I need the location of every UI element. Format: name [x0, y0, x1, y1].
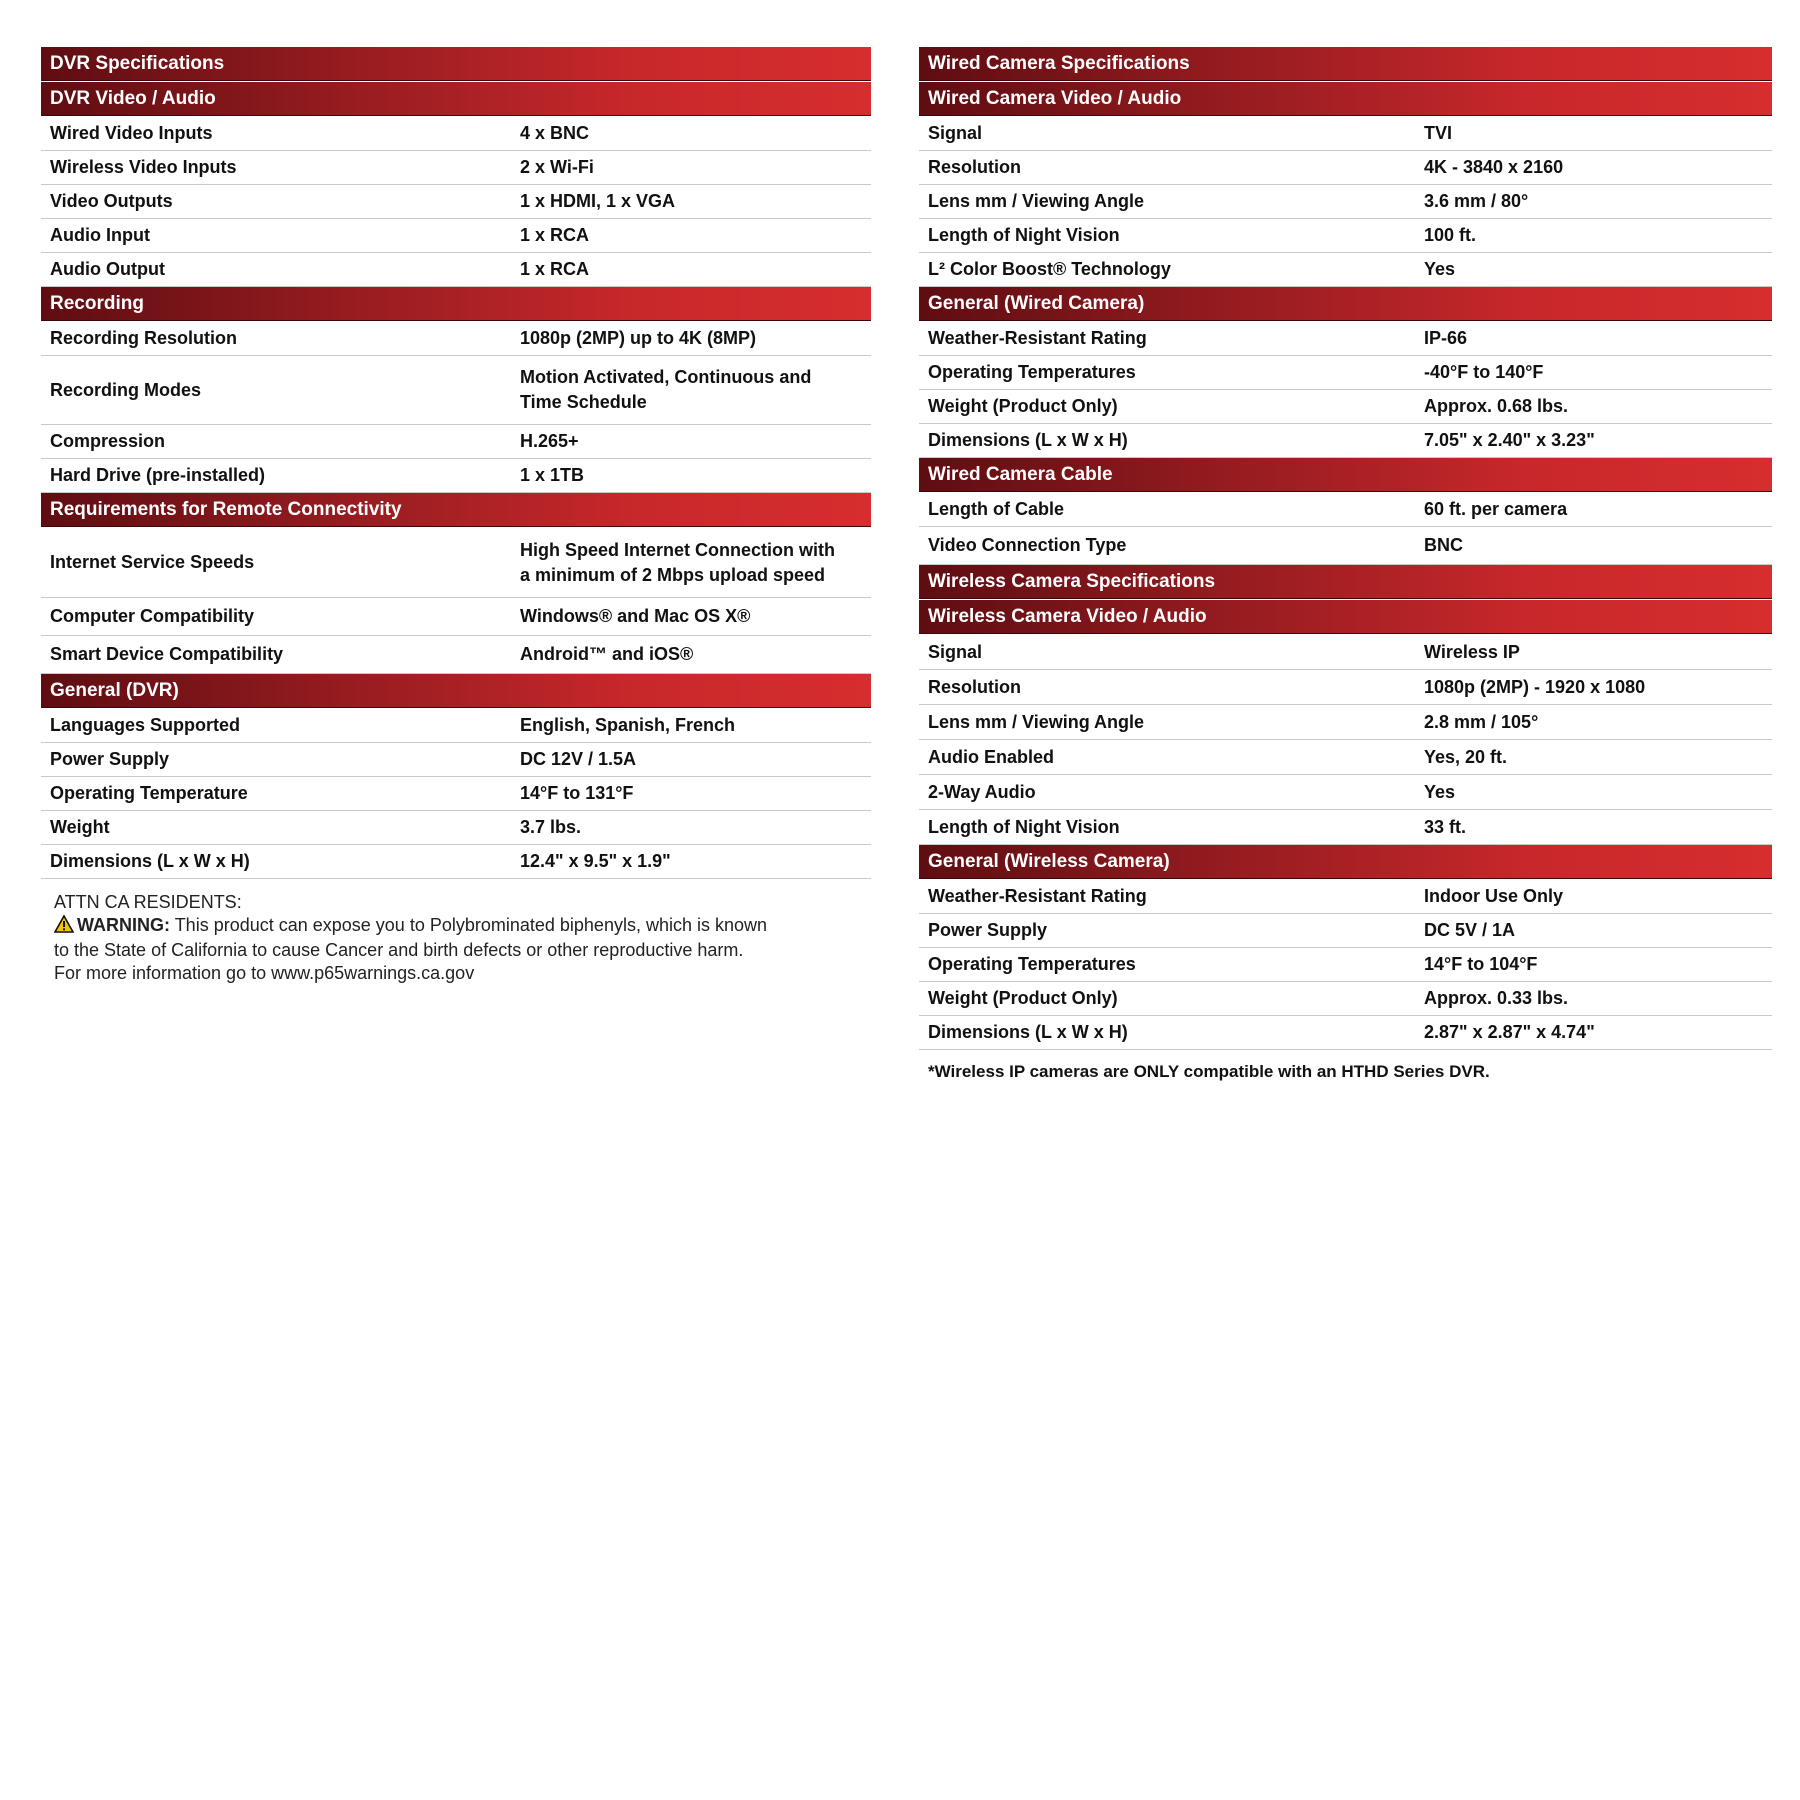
section-header-dvr-specifications: DVR Specifications — [41, 47, 871, 81]
spec-label: Recording Modes — [50, 379, 202, 400]
spec-value: English, Spanish, French — [520, 715, 736, 735]
spec-row — [919, 185, 1772, 219]
section-header-general-dvr: General (DVR) — [41, 674, 871, 708]
spec-value: 14°F to 131°F — [520, 783, 634, 803]
section-header-wired-camera-video-audio: Wired Camera Video / Audio — [919, 82, 1772, 116]
section-header-general-wireless-camera: General (Wireless Camera) — [919, 845, 1772, 879]
spec-row — [41, 777, 871, 811]
spec-row — [919, 390, 1772, 424]
spec-value: Yes — [1424, 259, 1456, 279]
spec-value: Yes, 20 ft. — [1424, 746, 1508, 767]
spec-value: Approx. 0.33 lbs. — [1424, 988, 1569, 1008]
spec-label: Lens mm / Viewing Angle — [928, 711, 1145, 732]
spec-row — [41, 253, 871, 287]
spec-row — [919, 705, 1772, 740]
warning-label: WARNING: — [77, 915, 170, 935]
spec-value: 60 ft. per camera — [1424, 499, 1568, 519]
spec-value — [520, 365, 811, 415]
spec-value: Approx. 0.68 lbs. — [1424, 396, 1569, 416]
spec-label: Languages Supported — [50, 715, 241, 735]
spec-label: Weight — [50, 817, 110, 837]
section-header-dvr-video-audio: DVR Video / Audio — [41, 82, 871, 116]
spec-row — [919, 982, 1772, 1016]
spec-label: Signal — [928, 641, 983, 662]
spec-value: 33 ft. — [1424, 816, 1467, 837]
spec-row — [41, 356, 871, 425]
spec-value: 1 x RCA — [520, 259, 590, 279]
spec-label: Audio Input — [50, 225, 150, 245]
warning-triangle-icon — [54, 915, 74, 939]
spec-row — [41, 425, 871, 459]
spec-label: Audio Enabled — [928, 746, 1054, 767]
spec-value: 3.7 lbs. — [520, 817, 582, 837]
spec-label: Smart Device Compatibility — [50, 644, 284, 664]
spec-label: Resolution — [928, 676, 1021, 697]
spec-label: Resolution — [928, 157, 1021, 177]
spec-row — [919, 527, 1772, 565]
spec-row — [919, 493, 1772, 527]
notice-warning-line — [54, 914, 871, 939]
spec-row — [919, 151, 1772, 185]
spec-row — [41, 528, 871, 598]
spec-row — [919, 635, 1772, 670]
spec-label: Video Outputs — [50, 191, 173, 211]
section-header-wired-camera-cable: Wired Camera Cable — [919, 458, 1772, 492]
spec-label: Wired Video Inputs — [50, 123, 213, 143]
spec-label: L² Color Boost® Technology — [928, 259, 1171, 279]
spec-label: Wireless Video Inputs — [50, 157, 237, 177]
spec-row — [41, 598, 871, 636]
spec-row — [919, 356, 1772, 390]
spec-row — [919, 424, 1772, 458]
spec-value-line: a minimum of 2 Mbps upload speed — [520, 564, 826, 585]
warning-text: This product can expose you to Polybrominated biphenyls, which is known — [174, 915, 768, 935]
dvr-spec-table — [41, 47, 871, 985]
spec-label: Weather-Resistant Rating — [928, 328, 1147, 348]
section-header-general-wired-camera: General (Wired Camera) — [919, 287, 1772, 321]
spec-value: DC 12V / 1.5A — [520, 749, 637, 769]
spec-value: 1 x 1TB — [520, 465, 585, 485]
spec-value: Windows® and Mac OS X® — [520, 606, 751, 626]
section-header-wireless-camera-specifications: Wireless Camera Specifications — [919, 565, 1772, 599]
camera-spec-table — [919, 47, 1772, 1082]
spec-label: Length of Night Vision — [928, 816, 1120, 837]
spec-value: Wireless IP — [1424, 641, 1520, 662]
notice-heading: ATTN CA RESIDENTS: — [54, 892, 242, 912]
spec-label: Compression — [50, 431, 166, 451]
section-header-recording: Recording — [41, 287, 871, 321]
spec-value: 14°F to 104°F — [1424, 954, 1538, 974]
prop65-notice — [41, 879, 871, 985]
spec-row — [919, 1016, 1772, 1050]
spec-value: 4 x BNC — [520, 123, 590, 143]
spec-value: Android™ and iOS® — [520, 644, 694, 664]
spec-label: Weight (Product Only) — [928, 396, 1118, 416]
section-header-wireless-camera-video-audio: Wireless Camera Video / Audio — [919, 600, 1772, 634]
spec-value: H.265+ — [520, 431, 579, 451]
spec-value — [520, 538, 835, 588]
spec-row — [919, 948, 1772, 982]
spec-row — [41, 845, 871, 879]
spec-row — [919, 880, 1772, 914]
spec-label: Power Supply — [50, 749, 170, 769]
spec-row — [41, 709, 871, 743]
spec-value: 2 x Wi-Fi — [520, 157, 594, 177]
spec-label: Signal — [928, 123, 983, 143]
spec-value: -40°F to 140°F — [1424, 362, 1544, 382]
spec-row — [919, 253, 1772, 287]
spec-value-line: Time Schedule — [520, 392, 647, 412]
spec-label: Hard Drive (pre-installed) — [50, 465, 266, 485]
footnote: *Wireless IP cameras are ONLY compatible with an HTHD Series DVR. — [928, 1062, 1490, 1081]
spec-label: Internet Service Speeds — [50, 552, 255, 572]
spec-label: Video Connection Type — [928, 535, 1127, 555]
spec-value: 3.6 mm / 80° — [1424, 191, 1529, 211]
spec-row — [41, 151, 871, 185]
spec-label: 2-Way Audio — [928, 781, 1036, 802]
spec-value-line: High Speed Internet Connection with — [520, 539, 835, 560]
spec-row — [41, 185, 871, 219]
spec-row — [41, 322, 871, 356]
spec-row — [41, 636, 871, 674]
notice-line: to the State of California to cause Cancer and birth defects or other reproductive harm. — [54, 940, 744, 960]
spec-row — [919, 322, 1772, 356]
spec-value: 2.8 mm / 105° — [1424, 711, 1539, 732]
section-header-remote-connectivity: Requirements for Remote Connectivity — [41, 493, 871, 527]
spec-label: Operating Temperatures — [928, 362, 1136, 382]
spec-row — [919, 117, 1772, 151]
spec-value: IP-66 — [1424, 328, 1468, 348]
spec-row — [919, 740, 1772, 775]
spec-label: Computer Compatibility — [50, 606, 255, 626]
spec-row — [919, 914, 1772, 948]
spec-label: Dimensions (L x W x H) — [928, 1022, 1128, 1042]
spec-row — [41, 811, 871, 845]
section-header-wired-camera-specifications: Wired Camera Specifications — [919, 47, 1772, 81]
spec-label: Operating Temperatures — [928, 954, 1136, 974]
spec-value: 100 ft. — [1424, 225, 1477, 245]
spec-row — [919, 810, 1772, 845]
spec-value: Yes — [1424, 781, 1456, 802]
spec-label: Length of Night Vision — [928, 225, 1120, 245]
spec-row — [41, 743, 871, 777]
spec-row — [919, 219, 1772, 253]
spec-label: Dimensions (L x W x H) — [928, 430, 1128, 450]
spec-label: Lens mm / Viewing Angle — [928, 191, 1145, 211]
spec-value: 1 x RCA — [520, 225, 590, 245]
spec-value: 1080p (2MP) up to 4K (8MP) — [520, 328, 757, 348]
spec-value: 1 x HDMI, 1 x VGA — [520, 191, 676, 211]
spec-label: Power Supply — [928, 920, 1048, 940]
spec-value: 7.05" x 2.40" x 3.23" — [1424, 430, 1595, 450]
spec-row — [919, 775, 1772, 810]
spec-label: Weather-Resistant Rating — [928, 886, 1147, 906]
spec-value-line: Motion Activated, Continuous and — [520, 367, 812, 387]
spec-label: Weight (Product Only) — [928, 988, 1118, 1008]
spec-value: Indoor Use Only — [1424, 886, 1564, 906]
spec-label: Audio Output — [50, 259, 165, 279]
spec-value: 4K - 3840 x 2160 — [1424, 157, 1564, 177]
spec-value: DC 5V / 1A — [1424, 920, 1516, 940]
spec-value: 2.87" x 2.87" x 4.74" — [1424, 1022, 1595, 1042]
spec-row — [41, 219, 871, 253]
spec-row — [919, 670, 1772, 705]
spec-label: Length of Cable — [928, 499, 1064, 519]
spec-value: BNC — [1424, 535, 1463, 555]
spec-row — [41, 117, 871, 151]
notice-line: For more information go to www.p65warnings.ca.gov — [54, 963, 475, 983]
spec-value: TVI — [1424, 123, 1453, 143]
spec-label: Recording Resolution — [50, 328, 238, 348]
spec-label: Dimensions (L x W x H) — [50, 851, 250, 871]
spec-label: Operating Temperature — [50, 783, 248, 803]
spec-row — [41, 459, 871, 493]
spec-value: 1080p (2MP) - 1920 x 1080 — [1424, 676, 1646, 697]
spec-value: 12.4" x 9.5" x 1.9" — [520, 851, 671, 871]
